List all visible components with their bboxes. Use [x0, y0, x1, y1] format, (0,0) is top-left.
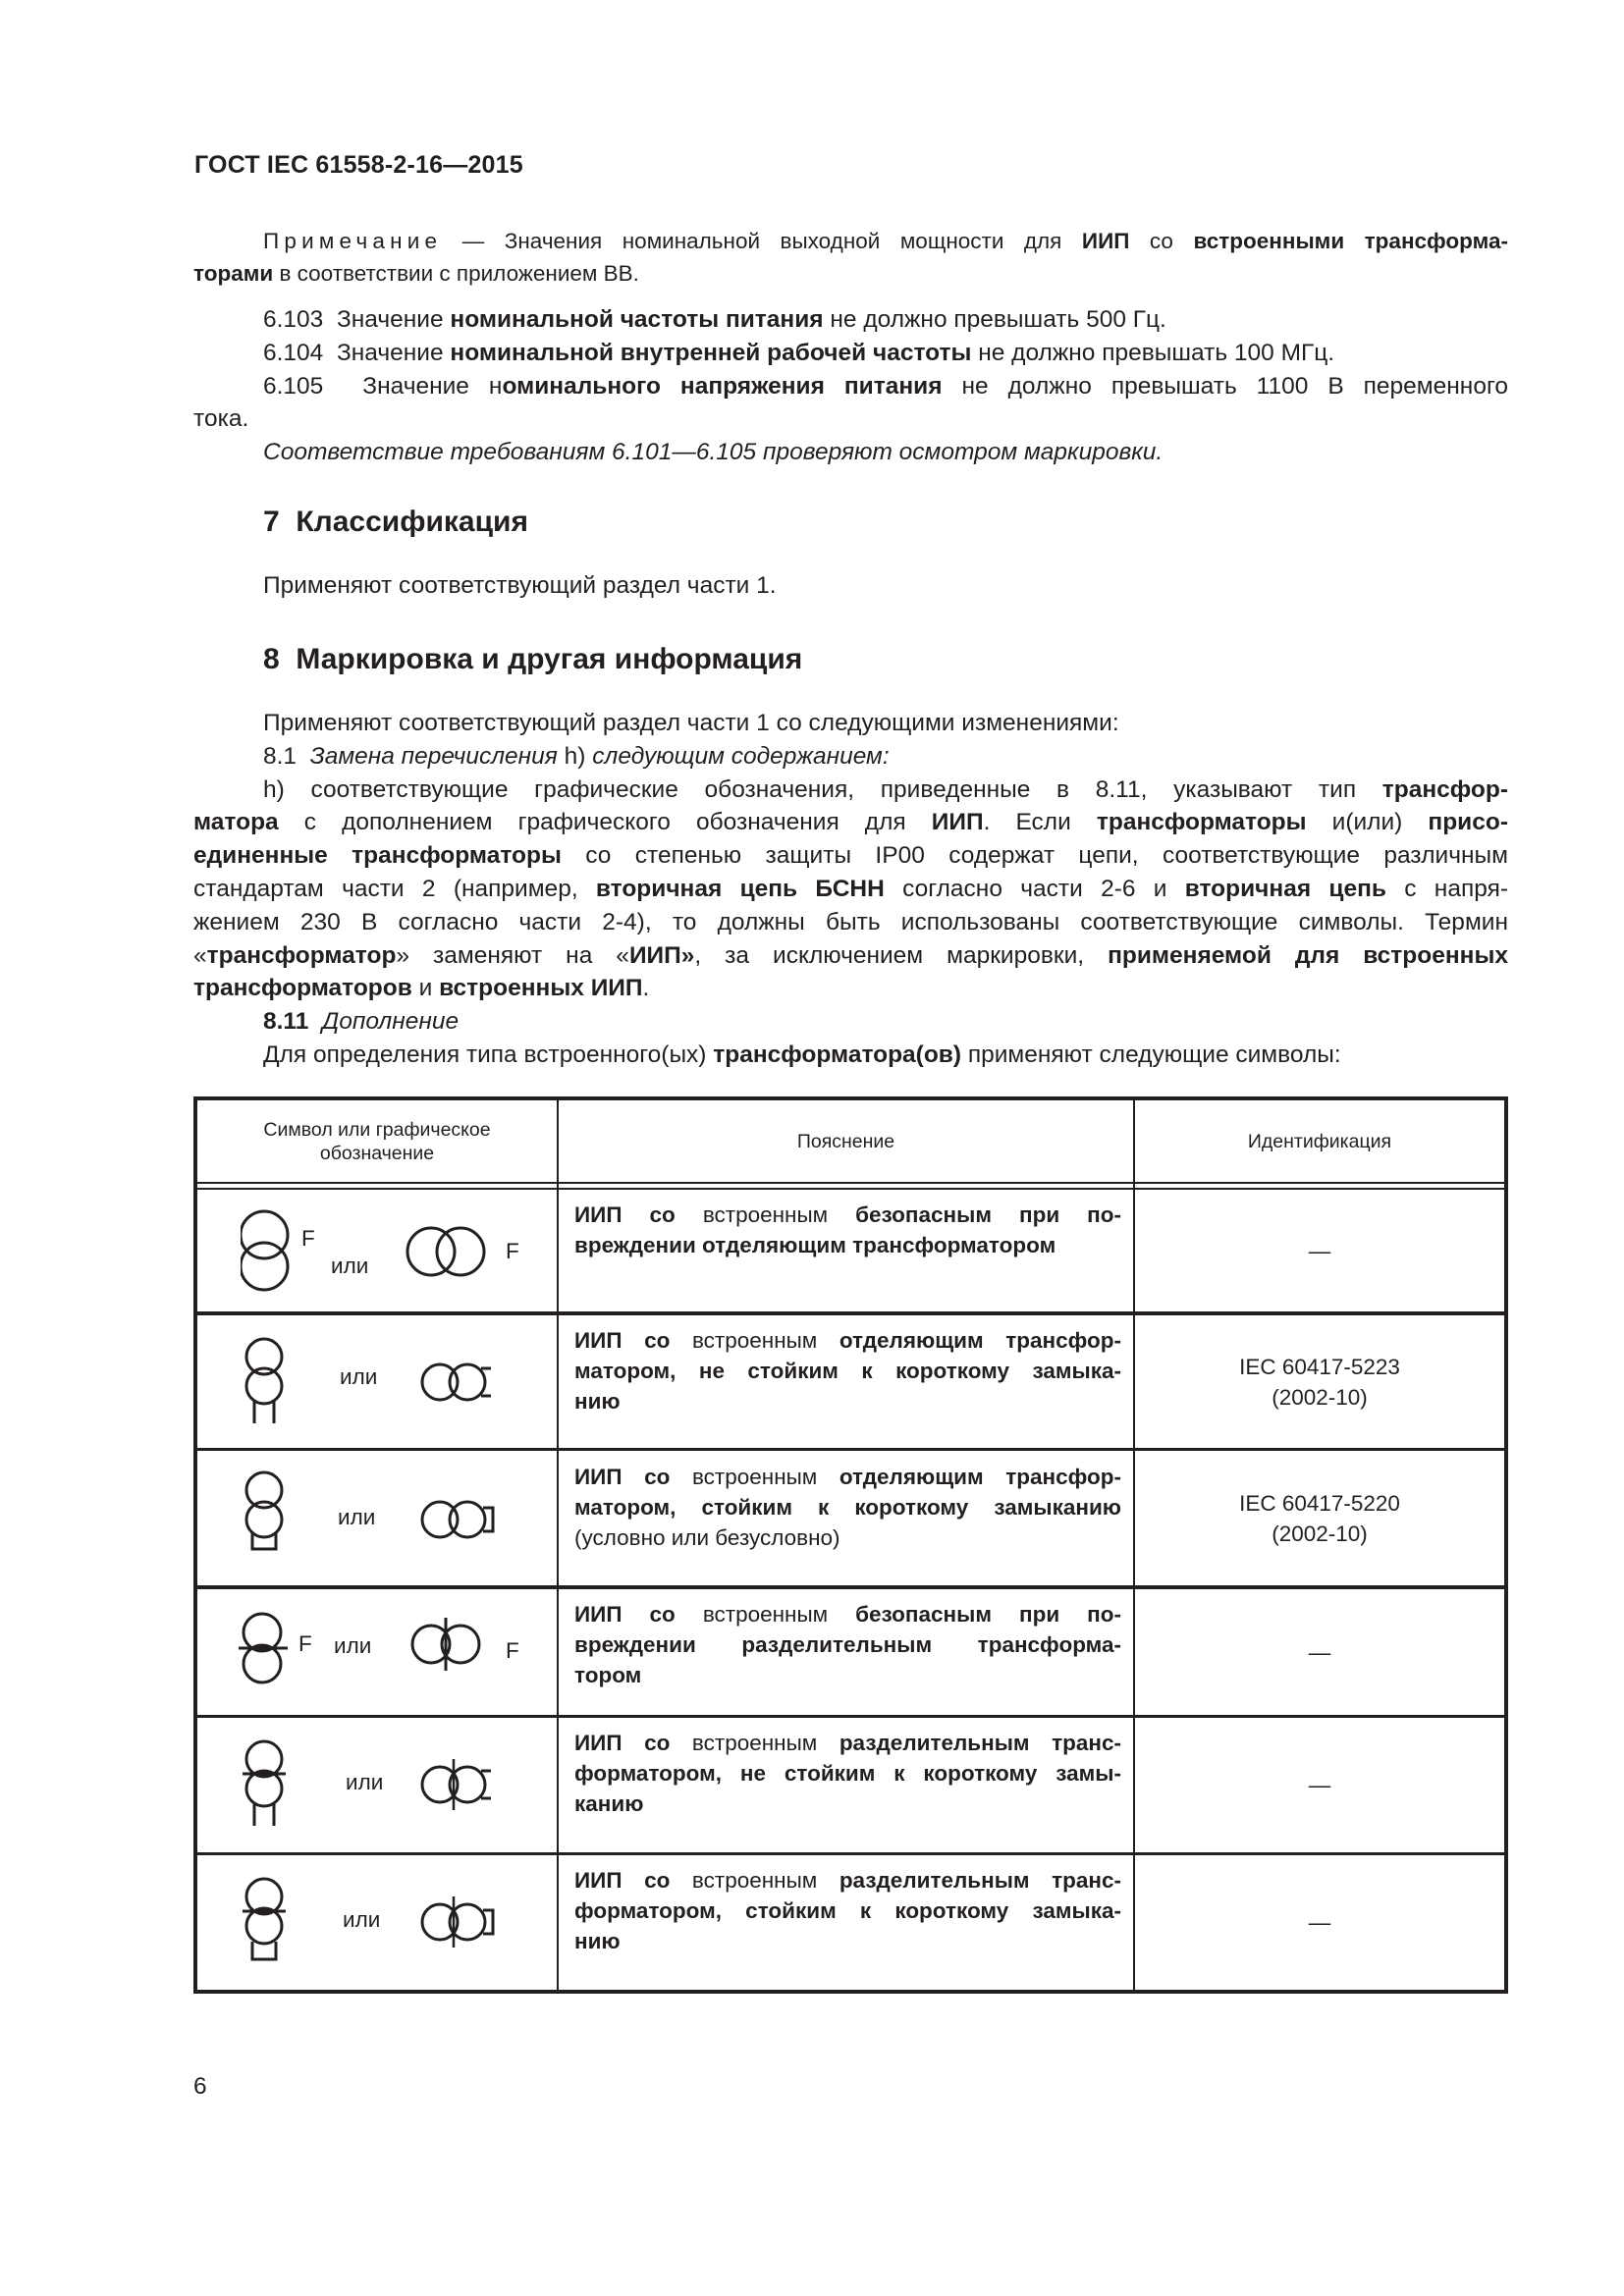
- table-row-4-explanation: ИИП со встроенным безопасным при по- вреждении разделительным трансформа- тором: [574, 1602, 1121, 1687]
- or-label: или: [338, 1505, 376, 1529]
- short-circuit-proof-isolating-transformer-vertical-icon: [241, 1463, 299, 1571]
- non-short-circuit-proof-isolating-transformer-horizontal-icon: [418, 1355, 526, 1410]
- section-7-body: Применяют соответствующий раздел части 1.: [263, 572, 777, 599]
- fail-safe-separating-transformer-vertical-icon: [235, 1607, 303, 1695]
- fail-safe-label: F: [506, 1638, 519, 1663]
- fail-safe-label: F: [298, 1631, 312, 1656]
- column-header-symbol: Символ или графическое обозначение: [263, 1118, 491, 1164]
- fail-safe-isolating-transformer-vertical-icon: [241, 1207, 299, 1296]
- table-row-2-explanation: ИИП со встроенным отделяющим трансфор- матором, не стойким к короткому замыка- нию: [574, 1328, 1122, 1414]
- section-7-heading: 7 Классификация: [263, 506, 529, 538]
- non-short-circuit-proof-isolating-transformer-vertical-icon: [241, 1329, 299, 1437]
- item-h-line-2: матора с дополнением графического обозначения для ИИП. Если трансформаторы и(или) присо-: [193, 809, 1508, 836]
- section-8-heading: 8 Маркировка и другая информация: [263, 643, 803, 675]
- page-number: 6: [193, 2073, 207, 2100]
- symbols-table: [193, 1096, 1508, 1994]
- short-circuit-proof-isolating-transformer-horizontal-icon: [418, 1492, 526, 1547]
- table-row-4-symbol: [197, 1589, 557, 1715]
- table-row-5-explanation: ИИП со встроенным разделительным транс- форматором, не стойким к короткому замы- канию: [574, 1731, 1122, 1816]
- symbols-intro: Для определения типа встроенного(ых) трансформатора(ов) применяют следующие символы:: [263, 1041, 1341, 1068]
- short-circuit-proof-separating-transformer-horizontal-icon: [418, 1891, 526, 1953]
- column-header-explanation: Пояснение: [796, 1130, 895, 1152]
- subclause-8-11: 8.11 Дополнение: [263, 1008, 460, 1036]
- section-8-body: [193, 707, 1508, 1072]
- column-header-identification: Идентификация: [1247, 1130, 1392, 1152]
- item-h-line-5: жением 230 В согласно части 2-4), то должны быть использованы соответствующие символы. Термин: [193, 908, 1508, 935]
- fail-safe-isolating-transformer-horizontal-icon: [406, 1224, 494, 1279]
- clause-6-104: 6.104 Значение номинальной внутренней рабочей частоты не должно превышать 100 МГц.: [263, 339, 1335, 366]
- or-label: или: [343, 1907, 381, 1932]
- table-row-6-explanation: ИИП со встроенным разделительным транс- форматором, стойким к короткому замыка- нию: [574, 1868, 1122, 1953]
- item-h-line-1: h) соответствующие графические обозначения, приведенные в 8.11, указывают тип трансфор-: [263, 775, 1508, 803]
- subclause-8-1: 8.1 Замена перечисления h) следующим содержанием:: [263, 742, 890, 770]
- table-row-1-identification: —: [1308, 1238, 1331, 1263]
- item-h-paragraph: [193, 774, 1508, 1006]
- clause-6-103: 6.103 Значение номинальной частоты питания не должно превышать 500 Гц.: [263, 306, 1166, 333]
- non-short-circuit-proof-separating-transformer-vertical-icon: [237, 1732, 305, 1840]
- table-row-3-identification: IEC 60417-5220 (2002-10): [1239, 1490, 1400, 1546]
- item-h-line-7: трансформаторов и встроенных ИИП.: [193, 975, 650, 1002]
- fail-safe-label: F: [506, 1239, 519, 1263]
- table-row-3-explanation: ИИП со встроенным отделяющим трансфор- матором, стойким к короткому замыканию (условно или безусловно): [574, 1465, 1122, 1550]
- non-short-circuit-proof-separating-transformer-horizontal-icon: [418, 1753, 526, 1816]
- section-8-intro: Применяют соответствующий раздел части 1 со следующими изменениями:: [263, 710, 1119, 736]
- table-row-1-explanation: ИИП со встроенным безопасным при по- вреждении отделяющим трансформатором: [574, 1202, 1121, 1257]
- table-row-6-identification: —: [1308, 1910, 1331, 1935]
- compliance-note: Соответствие требованиям 6.101—6.105 проверяют осмотром маркировки.: [263, 439, 1164, 466]
- note-label: Примечание: [263, 229, 443, 253]
- or-label: или: [340, 1364, 378, 1389]
- table-row-1-symbol: [197, 1190, 557, 1311]
- or-label: или: [331, 1254, 369, 1278]
- table-row-2-identification: IEC 60417-5223 (2002-10): [1239, 1354, 1400, 1410]
- item-h-line-3: единенные трансформаторы со степенью защиты IP00 содержат цепи, соответствующие различным: [193, 842, 1508, 870]
- clauses-block: [193, 303, 1508, 469]
- header-divider: [193, 1182, 1508, 1184]
- note-paragraph: Примечание — Значения номинальной выходной мощности для ИИП со встроенными трансформа- торами в соответствии с приложением ВВ.: [193, 229, 1508, 286]
- clause-6-105: 6.105 Значение номинального напряжения питания не должно превышать 1100 В переменного тока.: [193, 372, 1508, 433]
- table-row-2-symbol: [197, 1315, 557, 1448]
- table-row-5-identification: —: [1308, 1773, 1331, 1797]
- item-h-line-6: «трансформатор» заменяют на «ИИП», за исключением маркировки, применяемой для встроенных: [193, 941, 1509, 969]
- fail-safe-separating-transformer-horizontal-icon: [408, 1614, 497, 1673]
- table-row-4-identification: —: [1308, 1639, 1331, 1665]
- short-circuit-proof-separating-transformer-vertical-icon: [237, 1869, 305, 1977]
- or-label: или: [334, 1633, 372, 1658]
- or-label: или: [346, 1770, 384, 1794]
- table-row-5-symbol: [197, 1718, 557, 1852]
- fail-safe-label: F: [301, 1226, 315, 1251]
- table-row-6-symbol: [197, 1855, 557, 1990]
- table-row-3-symbol: [197, 1451, 557, 1585]
- document-header: ГОСТ IEC 61558-2-16—2015: [194, 151, 523, 179]
- item-h-line-4: стандартам части 2 (например, вторичная цепь БСНН согласно части 2-6 и вторичная цепь с напря-: [193, 875, 1509, 902]
